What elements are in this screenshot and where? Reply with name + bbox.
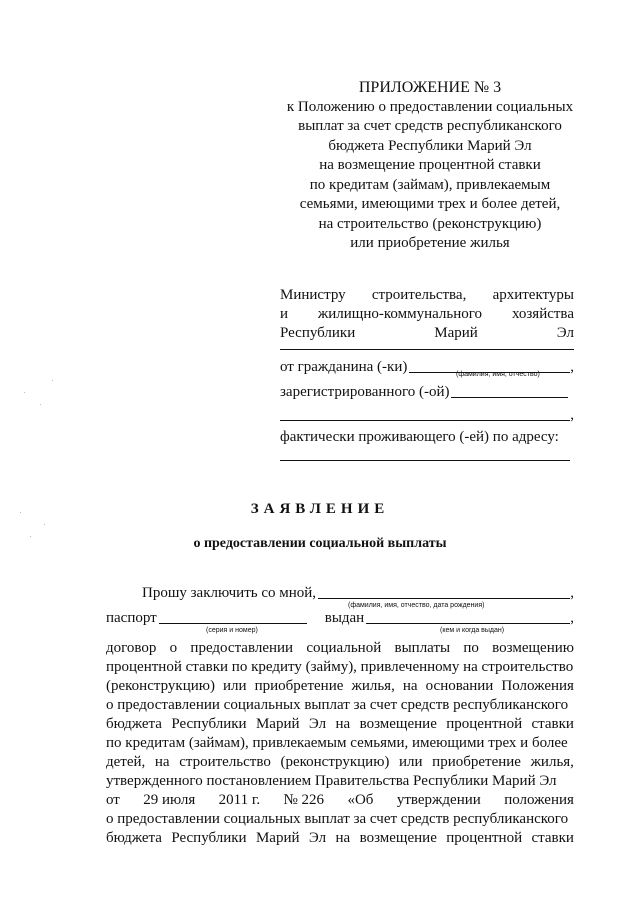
registered-row-2 [280,406,574,425]
recipient-word: жилищно-коммунального [317,306,483,322]
body-line [106,677,574,696]
applicant-details-field[interactable] [318,598,570,599]
body-word: Марий [255,716,300,732]
appendix-title: ПРИЛОЖЕНИЕ № 3 [358,79,502,96]
body-word: утвержденного постановлением Правительства Республики Марий Эл [106,773,557,789]
issued-by-field[interactable] [366,623,570,624]
appendix-line: бюджета Республики Марий Эл [328,137,532,154]
appendix-line: выплат за счет средств республиканского [298,118,562,134]
scan-speck [30,536,31,537]
body-word: по [463,640,479,656]
registered-row [280,383,574,402]
body-line [106,772,574,791]
body-paragraph [106,639,574,848]
body-word: о предоставлении социальных выплат за счет средств республиканского [106,697,569,713]
body-word: на [335,830,351,846]
body-word: основании [425,678,494,694]
recipient-word: и [280,306,289,322]
body-word: процентной ставки по кредиту (займу), привлеченному на строительство [106,659,574,675]
body-line [106,658,574,677]
body-word: на [402,678,418,694]
body-word: процентной [446,830,523,846]
scan-speck [44,524,45,525]
passport-number-field[interactable] [159,623,307,624]
body-word: на [154,754,170,770]
appendix-line: к Положению о предоставлении социальных [286,98,574,115]
scan-speck [24,392,25,393]
body-line [106,829,574,848]
document-subtitle: о предоставлении социальной выплаты [193,536,447,551]
body-line [106,810,574,829]
comma: , [570,610,574,626]
body-word: Республики [171,830,247,846]
scan-speck [20,512,21,513]
scan-speck [52,380,53,381]
registered-address-field-2[interactable] [280,420,570,421]
body-word: выплаты [394,640,451,656]
body-word: социальной [306,640,382,656]
body-word: 29 июля [143,792,196,808]
body-word: бюджета [106,830,162,846]
body-word: жилья, [530,754,574,770]
body-word: Республики [171,716,247,732]
body-line [106,753,574,772]
appendix-line: на возмещение процентной ставки [319,157,541,173]
body-line [106,734,574,753]
request-label: Прошу заключить со мной, [142,585,317,601]
request-row [106,584,574,603]
body-word: утверждении [396,792,481,808]
registered-label: зарегистрированного (-ой) [280,384,450,400]
body-word: возмещение [359,716,437,732]
body-word: Эл [308,830,327,846]
appendix-line: семьями, имеющими трех и более детей, [299,196,561,212]
body-word: возмещению [492,640,574,656]
body-word: № 226 [283,792,325,808]
passport-label: паспорт [106,610,157,626]
body-word: от [106,792,120,808]
body-word: (реконструкцию) [280,754,390,770]
field-hint: (кем и когда выдан) [440,627,505,634]
body-word: «Об [347,792,374,808]
body-word: предоставлении [190,640,294,656]
document-title: ЗАЯВЛЕНИЕ [250,501,390,517]
recipient-line [280,305,574,324]
appendix-line: или приобретение жилья [350,235,510,251]
recipient-block [280,286,574,461]
appendix-line: на строительство (реконструкцию) [318,215,542,232]
body-line [106,696,574,715]
recipient-line [280,324,574,343]
body-line [106,715,574,734]
body-word: процентной [446,716,523,732]
recipient-word: хозяйства [511,306,574,322]
body-word: о предоставлении социальных выплат за счет средств республиканского [106,811,569,827]
residing-address-field[interactable] [280,460,570,461]
body-word: возмещение [359,830,437,846]
registered-address-field[interactable] [451,397,568,398]
appendix-header [280,78,580,254]
body-word: или [223,678,247,694]
comma: , [570,585,574,601]
body-word: ставки [531,716,574,732]
comma: , [570,359,574,375]
body-word: по кредитам (займам), привлекаемым семьями, имеющими трех и более [106,735,568,751]
comma: , [570,407,574,423]
residing-row [280,428,574,447]
recipient-word: Эл [556,325,574,341]
body-word: бюджета [106,716,162,732]
from-citizen-label: от гражданина (-ки) [280,359,408,375]
body-word: жилья, [351,678,395,694]
scan-speck [40,404,41,405]
recipient-word: архитектуры [492,287,574,303]
body-word: или [399,754,423,770]
recipient-line [280,286,574,305]
body-word: положения [504,792,574,808]
body-word: на [335,716,351,732]
recipient-word: строительства, [371,287,467,303]
field-hint: (фамилия, имя, отчество, дата рождения) [348,602,485,609]
body-word: приобретение [432,754,521,770]
body-word: о [169,640,178,656]
body-word: ставки [531,830,574,846]
field-hint: (серия и номер) [206,627,258,634]
blank-line[interactable] [280,349,574,350]
appendix-line: по кредитам (займам), привлекаемым [309,176,551,193]
body-word: 2011 г. [218,792,261,808]
body-line [106,639,574,658]
body-word: (реконструкцию) [106,678,215,694]
recipient-word: Республики [280,325,356,341]
body-line [106,791,574,810]
field-hint: (фамилия, имя, отчество) [456,371,540,378]
body-word: детей, [106,754,146,770]
body-word: Эл [308,716,327,732]
body-word: Положения [501,678,574,694]
body-word: Марий [255,830,300,846]
body-word: приобретение [254,678,344,694]
body-word: строительство [179,754,271,770]
residing-label: фактически проживающего (-ей) по адресу: [280,429,559,445]
recipient-word: Министру [280,287,346,303]
application-body [106,584,574,848]
issued-label: выдан [324,610,365,626]
recipient-word: Марий [434,325,478,341]
body-word: договор [106,640,157,656]
